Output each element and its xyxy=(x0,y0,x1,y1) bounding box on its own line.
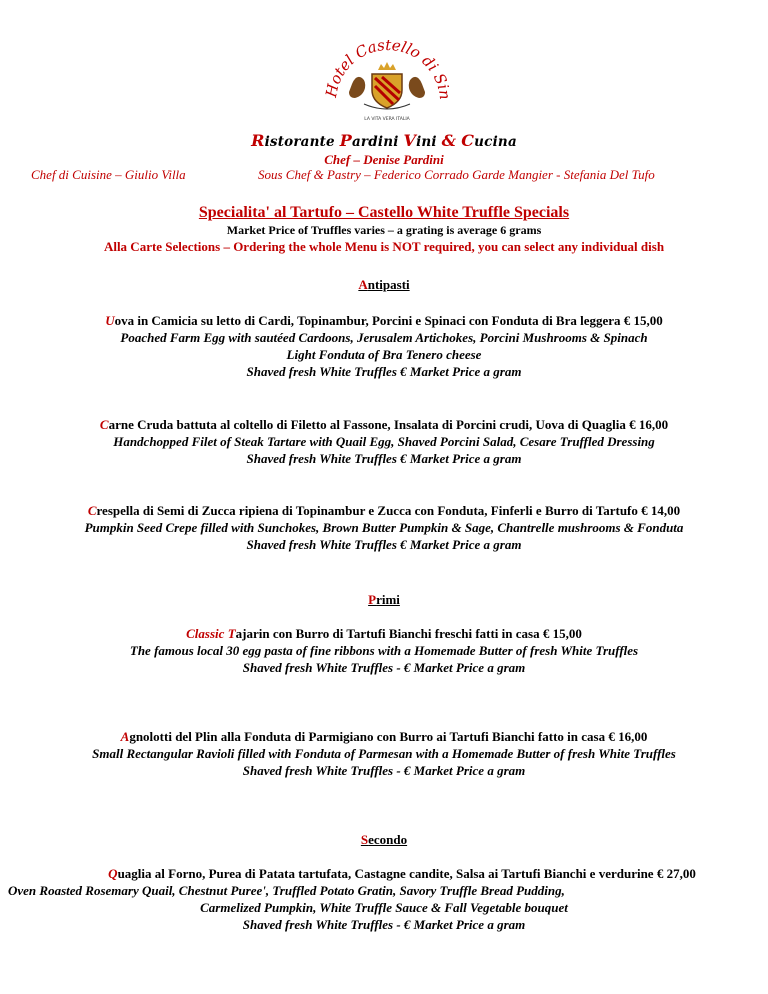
hotel-logo xyxy=(322,40,452,132)
dish-tajarin-title: Classic Tajarin con Burro di Tartufi Bianchi freschi fatti in casa € 15,00 xyxy=(186,626,582,641)
dish-uova-desc-2: Light Fonduta of Bra Tenero cheese xyxy=(286,347,482,362)
section-antipasti: Antipasti xyxy=(358,277,410,292)
dish-quaglia-desc-2: Carmelized Pumpkin, White Truffle Sauce & Fall Vegetable bouquet xyxy=(200,900,568,915)
dish-carne-desc-1: Handchopped Filet of Steak Tartare with Quail Egg, Shaved Porcini Salad, Cesare Truffled Dressing xyxy=(113,434,655,449)
dish-agnolotti-truffle: Shaved fresh White Truffles - € Market Price a gram xyxy=(242,763,526,778)
dish-uova-truffle: Shaved fresh White Truffles € Market Price a gram xyxy=(246,364,522,379)
section-primi: Primi xyxy=(368,592,400,607)
dish-agnolotti-title: Agnolotti del Plin alla Fonduta di Parmigiano con Burro ai Tartufi Bianchi fatto in casa € 16,00 xyxy=(120,729,648,744)
sous-chef-line: Sous Chef & Pastry – Federico Corrado Garde Mangier - Stefania Del Tufo xyxy=(258,167,655,182)
dish-quaglia-truffle: Shaved fresh White Truffles - € Market Price a gram xyxy=(242,917,526,932)
chef-di-cuisine: Chef di Cuisine – Giulio Villa xyxy=(31,167,186,182)
dish-uova-title: Uova in Camicia su letto di Cardi, Topinambur, Porcini e Spinaci con Fonduta di Bra leggera € 15,00 xyxy=(105,313,663,328)
dish-quaglia-title: Quaglia al Forno, Purea di Patata tartufata, Castagne candite, Salsa ai Tartufi Bianchi e verdurine € 27,00 xyxy=(108,866,696,881)
logo-motto: LA VITA VERA ITALIA xyxy=(364,117,410,122)
dish-crespella-truffle: Shaved fresh White Truffles € Market Price a gram xyxy=(246,537,522,552)
dish-carne-truffle: Shaved fresh White Truffles € Market Price a gram xyxy=(246,451,522,466)
dish-uova-desc-1: Poached Farm Egg with sautéed Cardoons, Jerusalem Artichokes, Porcini Mushrooms & Spinach xyxy=(120,330,648,345)
restaurant-brand: Ristorante Pardini Vini & Cucina xyxy=(251,131,517,150)
market-price-note: Market Price of Truffles varies – a grating is average 6 grams xyxy=(226,223,542,237)
dish-crespella-title: Crespella di Semi di Zucca ripiena di Topinambur e Zucca con Fonduta, Finferli e Burro di Tartufo € 14,00 xyxy=(87,503,681,518)
menu-title: Specialita' al Tartufo – Castello White Truffle Specials xyxy=(198,204,570,221)
dish-quaglia-desc-1: Oven Roasted Rosemary Quail, Chestnut Puree', Truffled Potato Gratin, Savory Truffle Bread Pudding, xyxy=(8,883,565,898)
alla-carte-note: Alla Carte Selections – Ordering the whole Menu is NOT required, you can select any individual dish xyxy=(103,239,665,254)
dish-carne-title: Carne Cruda battuta al coltello di Filetto al Fassone, Insalata di Porcini crudi, Uova di Quaglia € 16,00 xyxy=(99,417,669,432)
section-secondo: Secondo xyxy=(360,832,408,847)
crest-icon xyxy=(322,40,452,132)
dish-crespella-desc-1: Pumpkin Seed Crepe filled with Sunchokes, Brown Butter Pumpkin & Sage, Chantrelle mushrooms & Fonduta xyxy=(84,520,684,535)
logo-script-text: Hotel Castello di Si xyxy=(322,40,452,99)
dish-tajarin-desc-1: The famous local 30 egg pasta of fine ribbons with a Homemade Butter of fresh White Truffles xyxy=(129,643,639,658)
dish-tajarin-truffle: Shaved fresh White Truffles - € Market Price a gram xyxy=(242,660,526,675)
dish-agnolotti-desc-1: Small Rectangular Ravioli filled with Fonduta of Parmesan with a Homemade Butter of fresh White Truffles xyxy=(92,746,676,761)
chef-name: Chef – Denise Pardini xyxy=(324,152,444,167)
